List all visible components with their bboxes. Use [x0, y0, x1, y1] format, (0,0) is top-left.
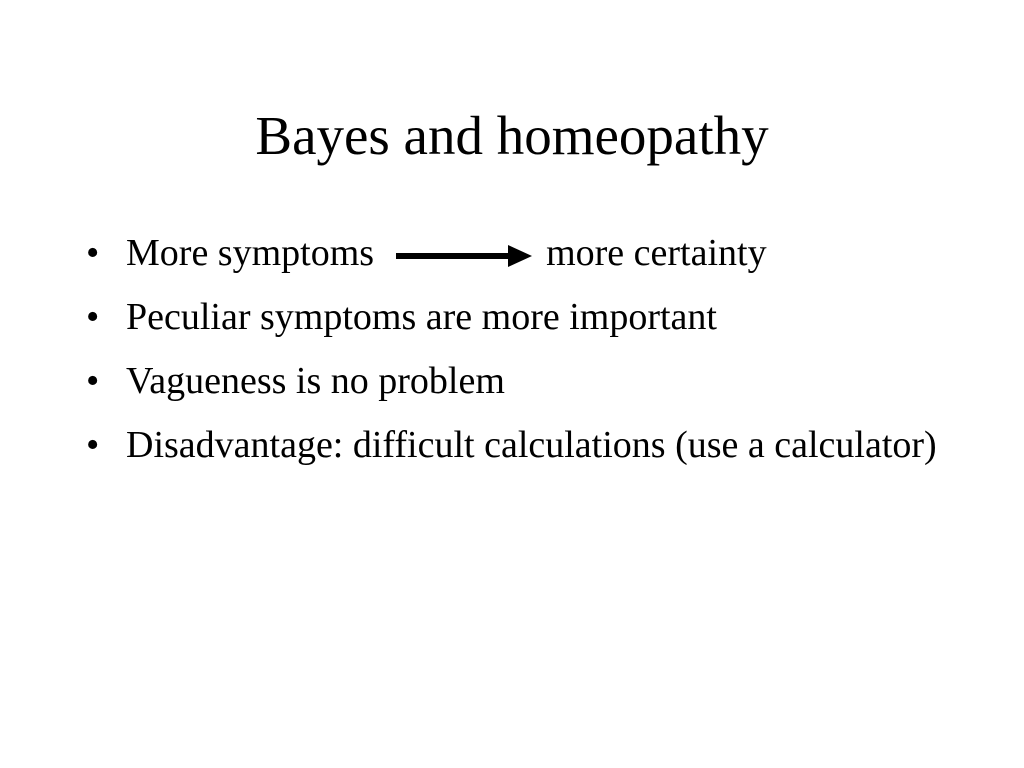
bullet-point-icon: •	[86, 296, 100, 338]
bullet-point-icon: •	[86, 232, 100, 274]
right-arrow-icon	[396, 245, 532, 267]
bullet-point-icon: •	[86, 424, 100, 466]
bullet-item-peculiar-symptoms	[86, 290, 946, 344]
bullet-text: Vagueness is no problem	[126, 360, 505, 402]
slide-title: Bayes and homeopathy	[255, 105, 769, 166]
bullet-item-disadvantage	[86, 418, 946, 472]
bullet-text-before-arrow: More symptoms	[126, 232, 375, 274]
bullet-item-more-symptoms	[86, 226, 946, 280]
bullet-point-icon: •	[86, 360, 100, 402]
bullet-text-after-arrow: more certainty	[546, 232, 767, 274]
bullet-text: Disadvantage: difficult calculations (use a calculator)	[126, 424, 937, 466]
bullet-list	[86, 226, 946, 482]
bullet-item-vagueness	[86, 354, 946, 408]
bullet-text: Peculiar symptoms are more important	[126, 296, 717, 338]
